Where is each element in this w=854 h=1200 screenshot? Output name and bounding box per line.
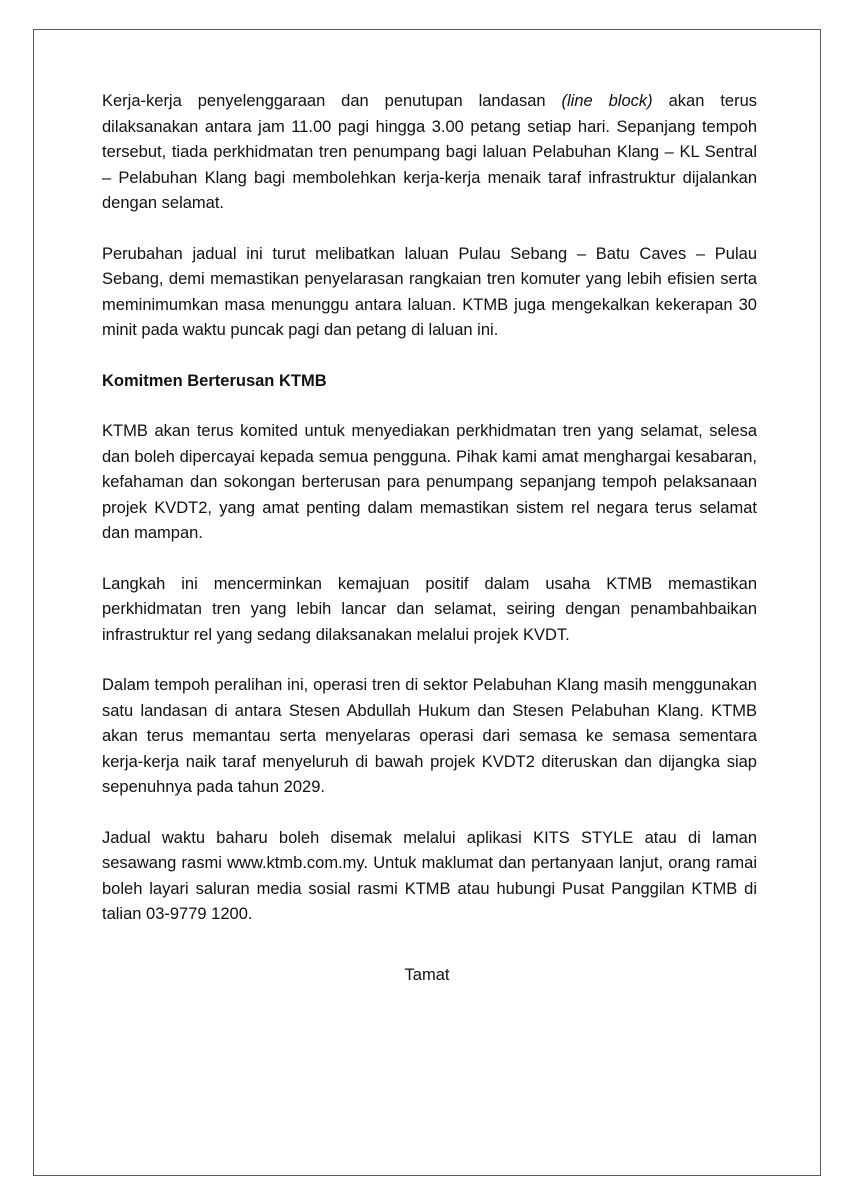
paragraph-line-block <box>102 89 757 217</box>
line-block-term: (line block) <box>561 92 653 110</box>
paragraph-commitment: KTMB akan terus komited untuk menyediakan perkhidmatan tren yang selamat, selesa dan boleh dipercayai kepada semua pengguna. Pihak kami amat menghargai kesabaran, kefahaman dan sokongan berterusan para penumpang sepanjang tempoh pelaksanaan projek KVDT2, yang amat penting dalam memastikan sistem rel negara terus selamat dan mampan. <box>102 422 757 542</box>
section-heading: Komitmen Berterusan KTMB <box>102 371 327 390</box>
document-body <box>102 89 757 928</box>
paragraph-progress: Langkah ini mencerminkan kemajuan positif dalam usaha KTMB memastikan perkhidmatan tren yang lebih lancar dan selamat, seiring dengan penambahbaikan infrastruktur rel yang sedang dilaksanakan melalui projek KVDT. <box>102 574 757 644</box>
paragraph-1-text-end: akan terus dilaksanakan antara jam 11.00 pagi hingga 3.00 petang setiap hari. Sepanjang tempoh tersebut, tiada perkhidmatan tren penumpang bagi laluan Pelabuhan Klang – KL Sentral – Pelabuhan Klang bagi membolehkan kerja-kerja menaik taraf infrastruktur dijalankan dengan selamat. <box>102 92 757 212</box>
paragraph-1-text-start: Kerja-kerja penyelenggaraan dan penutupan landasan <box>102 92 562 110</box>
closing-text: Tamat <box>404 966 450 984</box>
paragraph-contact-info: Jadual waktu baharu boleh disemak melalui aplikasi KITS STYLE atau di laman sesawang rasmi www.ktmb.com.my. Untuk maklumat dan pertanyaan lanjut, orang ramai boleh layari saluran media sosial rasmi KTMB atau hubungi Pusat Panggilan KTMB di talian 03-9779 1200. <box>102 828 757 923</box>
paragraph-transition: Dalam tempoh peralihan ini, operasi tren di sektor Pelabuhan Klang masih menggunakan satu landasan di antara Stesen Abdullah Hukum dan Stesen Pelabuhan Klang. KTMB akan terus memantau serta menyelaras operasi dari semasa ke semasa sementara kerja-kerja naik taraf menyeluruh di bawah projek KVDT2 diteruskan dan dijangka siap sepenuhnya pada tahun 2029. <box>102 676 757 796</box>
paragraph-schedule-change: Perubahan jadual ini turut melibatkan laluan Pulau Sebang – Batu Caves – Pulau Sebang, demi memastikan penyelarasan rangkaian tren komuter yang lebih efisien serta meminimumkan masa menunggu antara laluan. KTMB juga mengekalkan kekerapan 30 minit pada waktu puncak pagi dan petang di laluan ini. <box>102 244 757 339</box>
